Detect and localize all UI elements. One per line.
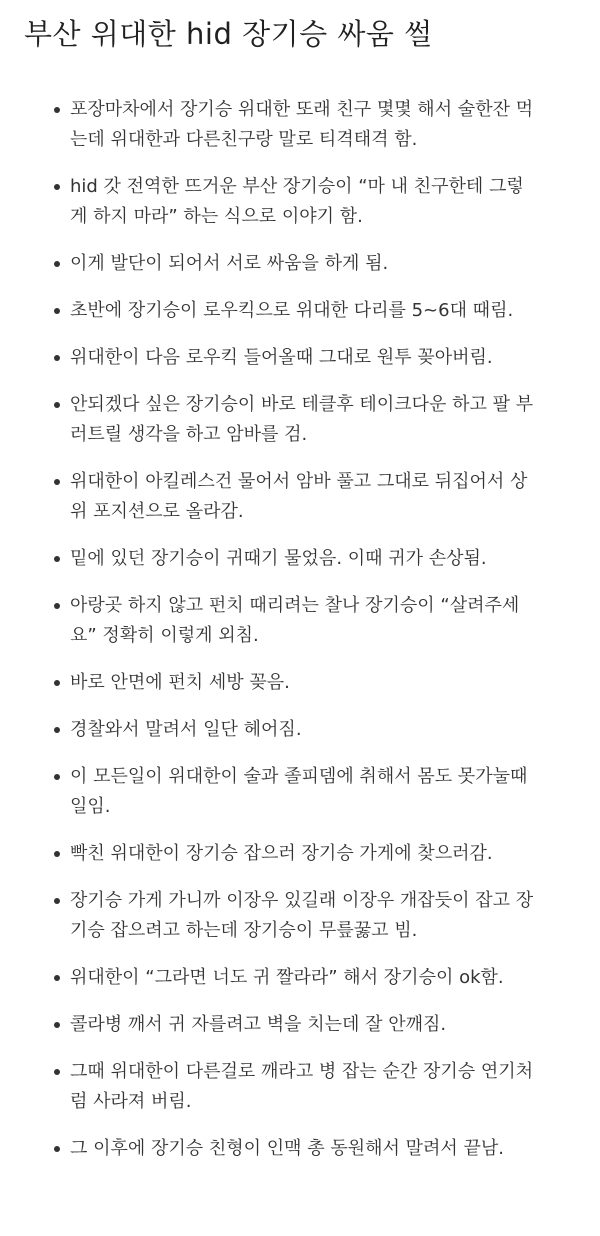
bullet-dot-icon [54,479,60,485]
bullet-dot-icon [54,1022,60,1028]
bullet-dot-icon [54,1069,60,1075]
list-item-text-line: 포장마차에서 장기승 위대한 또래 친구 몇몇 해서 술한잔 먹 [70,99,534,120]
list-item [24,886,578,946]
list-item-text-line: 럼 사라져 버림. [70,1091,192,1112]
bullet-dot-icon [54,107,60,113]
list-item-text-line: 빡친 위대한이 장기승 잡으러 장기승 가게에 찾으러감. [70,843,493,864]
list-item-text-line: 위대한이 다음 로우킥 들어올때 그대로 원투 꽂아버림. [70,347,493,368]
list-item-text-line: 러트릴 생각을 하고 암바를 검. [70,424,308,445]
list-item [24,1057,578,1117]
list-item-text-line: 는데 위대한과 다른친구랑 말로 티격태격 함. [70,129,418,150]
bullet-dot-icon [54,680,60,686]
list-item [24,762,578,822]
list-item [24,390,578,450]
list-item [24,715,578,745]
list-item-text-line: 그때 위대한이 다른걸로 깨라고 병 잡는 순간 장기승 연기처 [70,1061,534,1082]
bullet-dot-icon [54,774,60,780]
bullet-list [24,95,578,1164]
list-item-text-line: 그 이후에 장기승 친형이 인맥 총 동원해서 말려서 끝남. [70,1138,505,1159]
list-item-text-line: 바로 안면에 펀치 세방 꽂음. [70,672,290,693]
list-item-text-line: 안되겠다 싶은 장기승이 바로 테클후 테이크다운 하고 팔 부 [70,394,534,415]
list-item [24,591,578,651]
bullet-dot-icon [54,261,60,267]
bullet-dot-icon [54,184,60,190]
bullet-dot-icon [54,898,60,904]
list-item-text-line: 이 모든일이 위대한이 술과 졸피뎀에 취해서 몸도 못가눌때 [70,766,528,787]
list-item [24,249,578,279]
list-item-text-line: 게 하지 마라” 하는 식으로 이야기 함. [70,206,363,227]
bullet-dot-icon [54,727,60,733]
list-item-text-line: 일임. [70,796,111,817]
bullet-dot-icon [54,975,60,981]
list-item-text-line: 경찰와서 말려서 일단 헤어짐. [70,719,302,740]
list-item [24,668,578,698]
list-item-text-line: 콜라병 깨서 귀 자를려고 벽을 치는데 잘 안깨짐. [70,1014,447,1035]
list-item [24,1134,578,1164]
list-item [24,544,578,574]
list-item [24,839,578,869]
list-item [24,95,578,155]
page-title: 부산 위대한 hid 장기승 싸움 썰 [24,17,433,51]
bullet-dot-icon [54,1146,60,1152]
list-item-text-line: 위대한이 아킬레스건 물어서 암바 풀고 그대로 뒤집어서 상 [70,471,528,492]
list-item-text-line: 장기승 가게 가니까 이장우 있길래 이장우 개잡듯이 잡고 장 [70,890,534,911]
list-item [24,343,578,373]
list-item-text-line: 기승 잡으려고 하는데 장기승이 무릎꿇고 빔. [70,920,418,941]
list-item-text-line: 아랑곳 하지 않고 펀치 때리려는 찰나 장기승이 “살려주세 [70,595,520,616]
list-item [24,172,578,232]
list-item-text-line: 초반에 장기승이 로우킥으로 위대한 다리를 5~6대 때림. [70,300,514,321]
list-item-text-line: hid 갓 전역한 뜨거운 부산 장기승이 “마 내 친구한테 그렇 [70,176,524,197]
bullet-dot-icon [54,603,60,609]
list-item [24,963,578,993]
list-item [24,467,578,527]
bullet-dot-icon [54,556,60,562]
bullet-dot-icon [54,308,60,314]
list-item-text-line: 이게 발단이 되어서 서로 싸움을 하게 됨. [70,253,389,274]
list-item [24,296,578,326]
bullet-dot-icon [54,851,60,857]
bullet-dot-icon [54,402,60,408]
list-item-text-line: 밑에 있던 장기승이 귀때기 물었음. 이때 귀가 손상됨. [70,548,487,569]
list-item-text-line: 위대한이 “그라면 너도 귀 짤라라” 해서 장기승이 ok함. [70,967,504,988]
list-item-text-line: 요” 정확히 이렇게 외침. [70,625,259,646]
list-item [24,1010,578,1040]
list-item-text-line: 위 포지션으로 올라감. [70,501,244,522]
bullet-dot-icon [54,355,60,361]
